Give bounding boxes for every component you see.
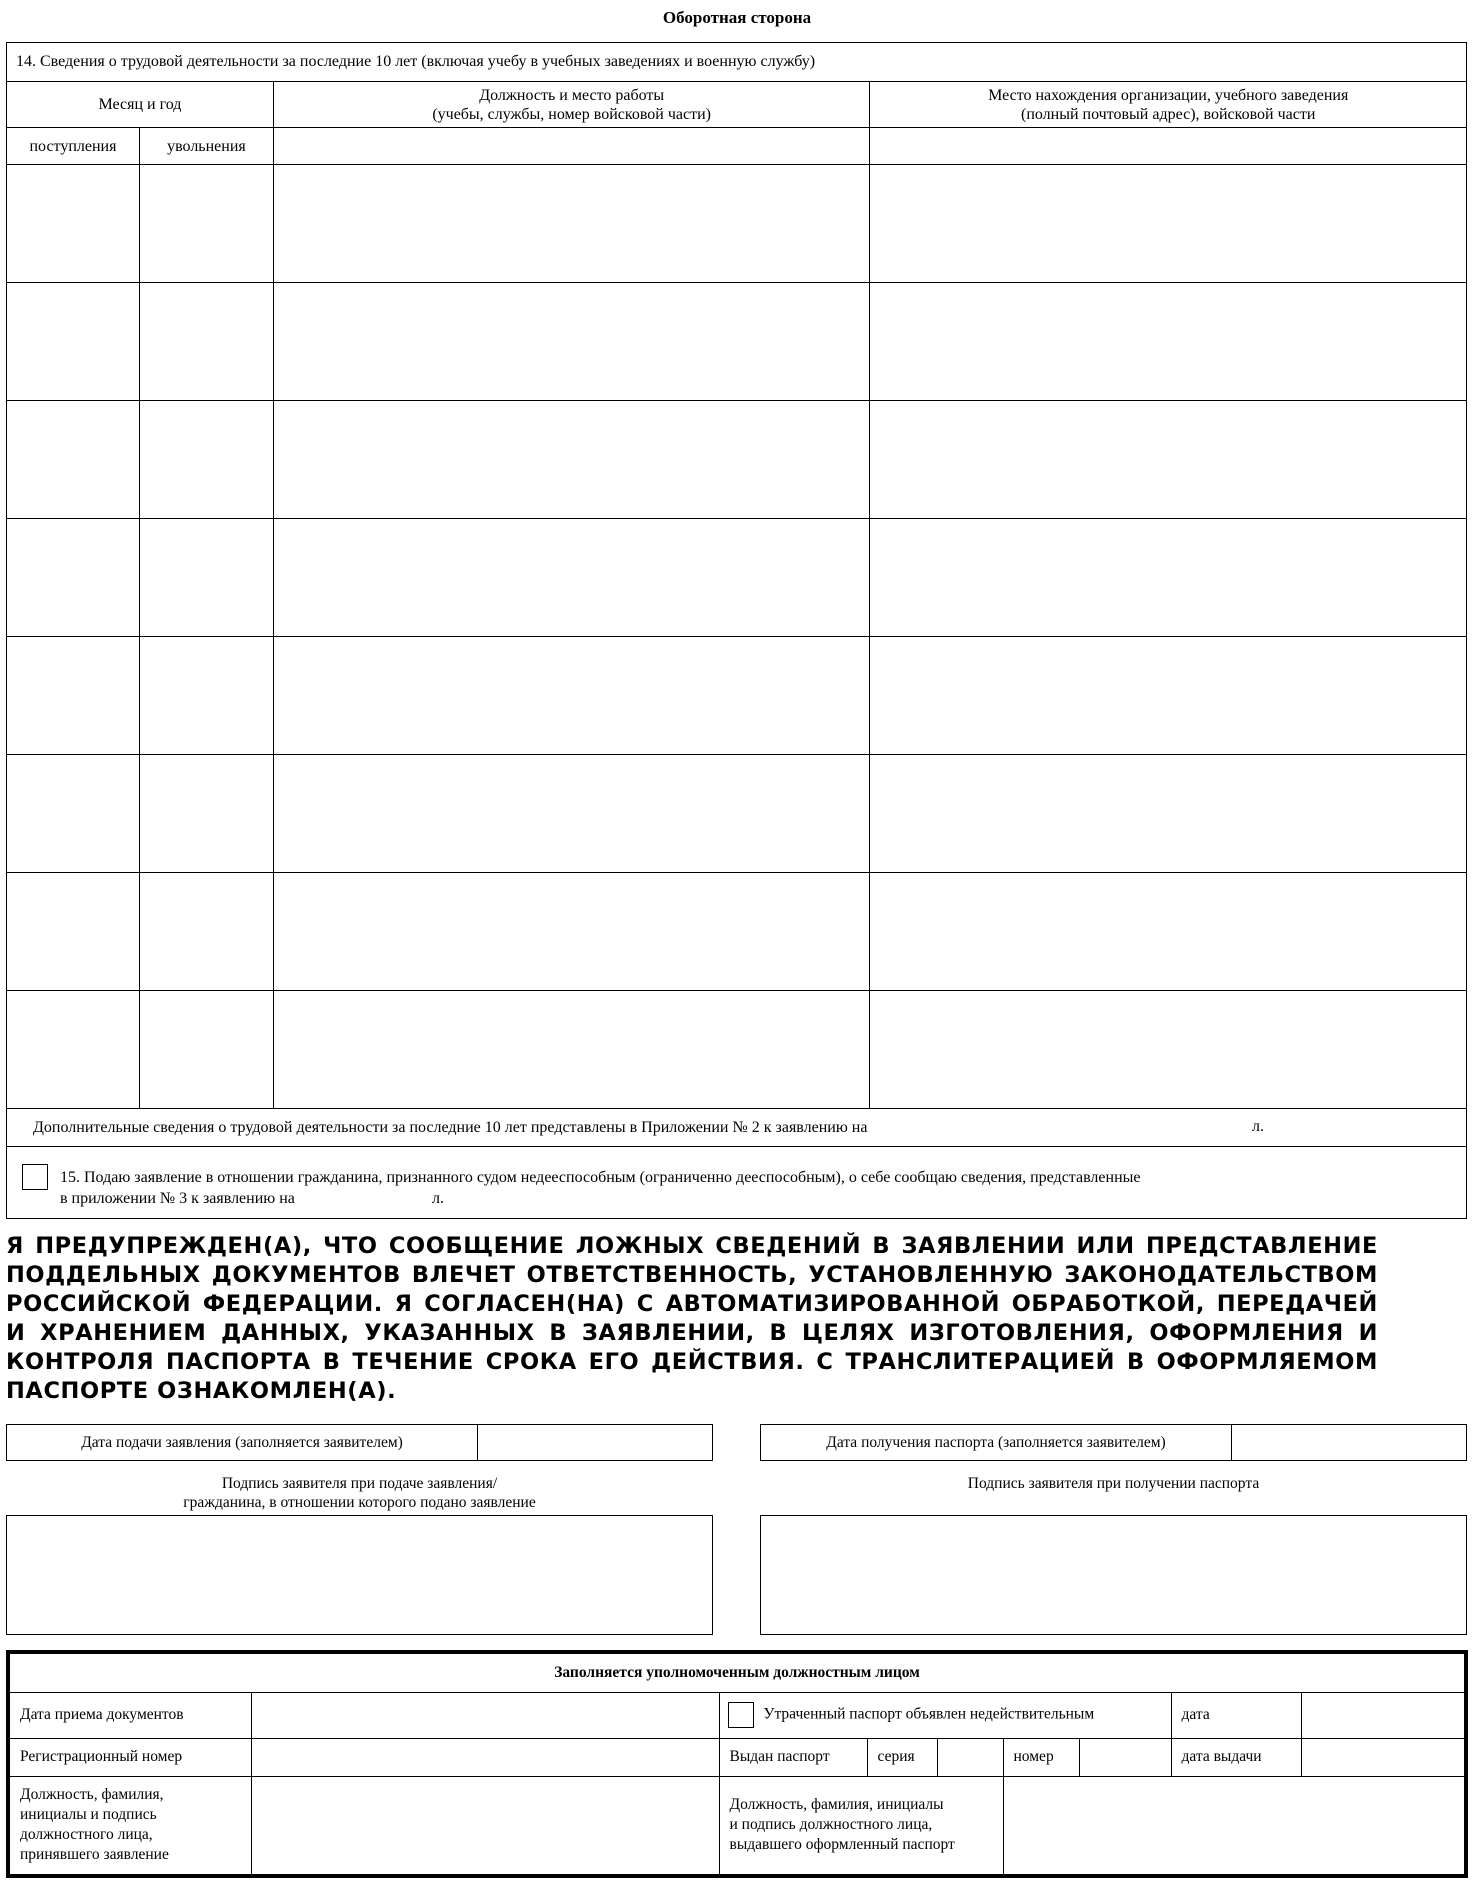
issuer-l1: Должность, фамилия, инициалы bbox=[729, 1796, 944, 1814]
acceptor-field[interactable] bbox=[251, 1776, 719, 1874]
row-3-start[interactable] bbox=[7, 401, 140, 519]
acceptor-l2: инициалы и подпись bbox=[20, 1806, 157, 1824]
row-1-location[interactable] bbox=[870, 165, 1467, 283]
employment-table bbox=[6, 42, 1467, 1219]
row-3-end[interactable] bbox=[139, 401, 273, 519]
issuer-l2: и подпись должностного лица, bbox=[729, 1816, 933, 1834]
row-7-location[interactable] bbox=[870, 873, 1467, 991]
col-start: поступления bbox=[7, 128, 140, 165]
lost-passport-label: Утраченный паспорт объявлен недействительным bbox=[763, 1705, 1095, 1723]
series-field[interactable] bbox=[937, 1738, 1003, 1776]
additional-info-row bbox=[7, 1109, 1467, 1147]
row-2-end[interactable] bbox=[139, 283, 273, 401]
row-4-start[interactable] bbox=[7, 519, 140, 637]
row-6-position[interactable] bbox=[273, 755, 870, 873]
issuer-l3: выдавшего оформленный паспорт bbox=[729, 1836, 955, 1854]
row-6-end[interactable] bbox=[139, 755, 273, 873]
reg-number-label: Регистрационный номер bbox=[10, 1738, 251, 1776]
submit-signature-box[interactable] bbox=[6, 1515, 713, 1635]
row-4-position[interactable] bbox=[273, 519, 870, 637]
receive-date-box bbox=[760, 1424, 1467, 1461]
acceptor-label bbox=[10, 1776, 251, 1874]
date-field[interactable] bbox=[1301, 1692, 1464, 1738]
subheader-empty bbox=[870, 128, 1467, 165]
col-position-l2: (учебы, службы, номер войсковой части) bbox=[432, 105, 711, 123]
subheader-empty bbox=[273, 128, 870, 165]
section-15-checkbox[interactable] bbox=[22, 1164, 48, 1190]
section-15-row bbox=[7, 1147, 1467, 1219]
row-8-location[interactable] bbox=[870, 991, 1467, 1109]
row-4-location[interactable] bbox=[870, 519, 1467, 637]
row-5-location[interactable] bbox=[870, 637, 1467, 755]
row-5-position[interactable] bbox=[273, 637, 870, 755]
section-15-line2-wrap bbox=[60, 1188, 1140, 1209]
row-5-start[interactable] bbox=[7, 637, 140, 755]
row-7-start[interactable] bbox=[7, 873, 140, 991]
submit-signature-label bbox=[6, 1474, 713, 1512]
col-position-l1: Должность и место работы bbox=[479, 86, 665, 104]
col-location-l2: (полный почтовый адрес), войсковой части bbox=[1020, 105, 1316, 123]
submit-signature-l1: Подпись заявителя при подаче заявления/ bbox=[221, 1475, 498, 1492]
row-1-position[interactable] bbox=[273, 165, 870, 283]
row-4-end[interactable] bbox=[139, 519, 273, 637]
col-position bbox=[273, 82, 870, 128]
submit-date-field[interactable] bbox=[478, 1425, 713, 1461]
row-7-end[interactable] bbox=[139, 873, 273, 991]
issue-date-field[interactable] bbox=[1301, 1738, 1464, 1776]
lost-passport-checkbox[interactable] bbox=[728, 1702, 754, 1728]
col-month-year: Месяц и год bbox=[7, 82, 274, 128]
page-title: Оборотная сторона bbox=[662, 8, 812, 27]
receive-signature-box[interactable] bbox=[760, 1515, 1467, 1635]
section-14-title: 14. Сведения о трудовой деятельности за последние 10 лет (включая учебу в учебных заведениях и военную службу) bbox=[7, 43, 1467, 82]
warning-text: Я ПРЕДУПРЕЖДЕН(А), ЧТО СООБЩЕНИЕ ЛОЖНЫХ СВЕДЕНИЙ В ЗАЯВЛЕНИИ ИЛИ ПРЕДСТАВЛЕНИЕ ПОДДЕЛЬНЫХ ДОКУМЕНТОВ ВЛЕЧЕТ ОТВЕТСТВЕННОСТЬ, УСТАНОВЛЕННУЮ ЗАКОНОДАТЕЛЬСТВОМ РОССИЙСКОЙ ФЕДЕРАЦИИ. Я СОГЛАСЕН(НА) С АВТОМАТИЗИРОВАННОЙ ОБРАБОТКОЙ, ПЕРЕДАЧЕЙ И ХРАНЕНИЕМ ДАННЫХ, УКАЗАННЫХ В ЗАЯВЛЕНИИ, В ЦЕЛЯХ ИЗГОТОВЛЕНИЯ, ОФОРМЛЕНИЯ И КОНТРОЛЯ ПАСПОРТА В ТЕЧЕНИЕ СРОКА ЕГО ДЕЙСТВИЯ. С ТРАНСЛИТЕРАЦИЕЙ В ОФОРМЛЯЕМОМ ПАСПОРТЕ ОЗНАКОМЛЕН(А). bbox=[6, 1233, 1378, 1404]
row-2-position[interactable] bbox=[273, 283, 870, 401]
row-1-end[interactable] bbox=[139, 165, 273, 283]
date-label: дата bbox=[1171, 1692, 1301, 1738]
receive-date-label: Дата получения паспорта (заполняется заявителем) bbox=[761, 1425, 1232, 1461]
row-7-position[interactable] bbox=[273, 873, 870, 991]
official-table bbox=[10, 1654, 1464, 1874]
acceptor-l4: принявшего заявление bbox=[20, 1846, 169, 1864]
receive-date-field[interactable] bbox=[1232, 1425, 1467, 1461]
row-8-start[interactable] bbox=[7, 991, 140, 1109]
submit-date-label: Дата подачи заявления (заполняется заявителем) bbox=[7, 1425, 478, 1461]
section-15-suffix: л. bbox=[432, 1190, 444, 1207]
official-section bbox=[6, 1650, 1468, 1878]
col-location bbox=[870, 82, 1467, 128]
section-15-line2: в приложении № 3 к заявлению на bbox=[60, 1190, 295, 1207]
row-8-end[interactable] bbox=[139, 991, 273, 1109]
acceptor-l1: Должность, фамилия, bbox=[20, 1786, 164, 1804]
submit-signature-l2: гражданина, в отношении которого подано заявление bbox=[183, 1494, 536, 1511]
receive-signature-label: Подпись заявителя при получении паспорта bbox=[967, 1475, 1260, 1492]
additional-info-suffix: л. bbox=[1252, 1118, 1264, 1135]
number-label: номер bbox=[1003, 1738, 1079, 1776]
submit-date-box bbox=[6, 1424, 713, 1461]
issuer-label bbox=[719, 1776, 1003, 1874]
row-2-location[interactable] bbox=[870, 283, 1467, 401]
row-3-location[interactable] bbox=[870, 401, 1467, 519]
row-1-start[interactable] bbox=[7, 165, 140, 283]
col-location-l1: Место нахождения организации, учебного заведения bbox=[988, 86, 1349, 104]
row-2-start[interactable] bbox=[7, 283, 140, 401]
col-end: увольнения bbox=[139, 128, 273, 165]
reg-number-field[interactable] bbox=[251, 1738, 719, 1776]
section-15-line1: 15. Подаю заявление в отношении гражданина, признанного судом недееспособным (ограниченно дееспособным), о себе сообщаю сведения, представленные bbox=[60, 1169, 1141, 1186]
series-label: серия bbox=[867, 1738, 937, 1776]
acceptor-l3: должностного лица, bbox=[20, 1826, 153, 1844]
number-field[interactable] bbox=[1079, 1738, 1171, 1776]
row-6-location[interactable] bbox=[870, 755, 1467, 873]
accept-date-label: Дата приема документов bbox=[10, 1692, 251, 1738]
row-5-end[interactable] bbox=[139, 637, 273, 755]
row-6-start[interactable] bbox=[7, 755, 140, 873]
issue-date-label: дата выдачи bbox=[1171, 1738, 1301, 1776]
row-8-position[interactable] bbox=[273, 991, 870, 1109]
row-3-position[interactable] bbox=[273, 401, 870, 519]
lost-passport-cell bbox=[719, 1692, 1171, 1738]
issuer-field[interactable] bbox=[1003, 1776, 1464, 1874]
issued-label: Выдан паспорт bbox=[719, 1738, 867, 1776]
accept-date-field[interactable] bbox=[251, 1692, 719, 1738]
official-title: Заполняется уполномоченным должностным лицом bbox=[10, 1654, 1464, 1692]
additional-info-text: Дополнительные сведения о трудовой деятельности за последние 10 лет представлены в Приложении № 2 к заявлению на bbox=[33, 1118, 868, 1136]
